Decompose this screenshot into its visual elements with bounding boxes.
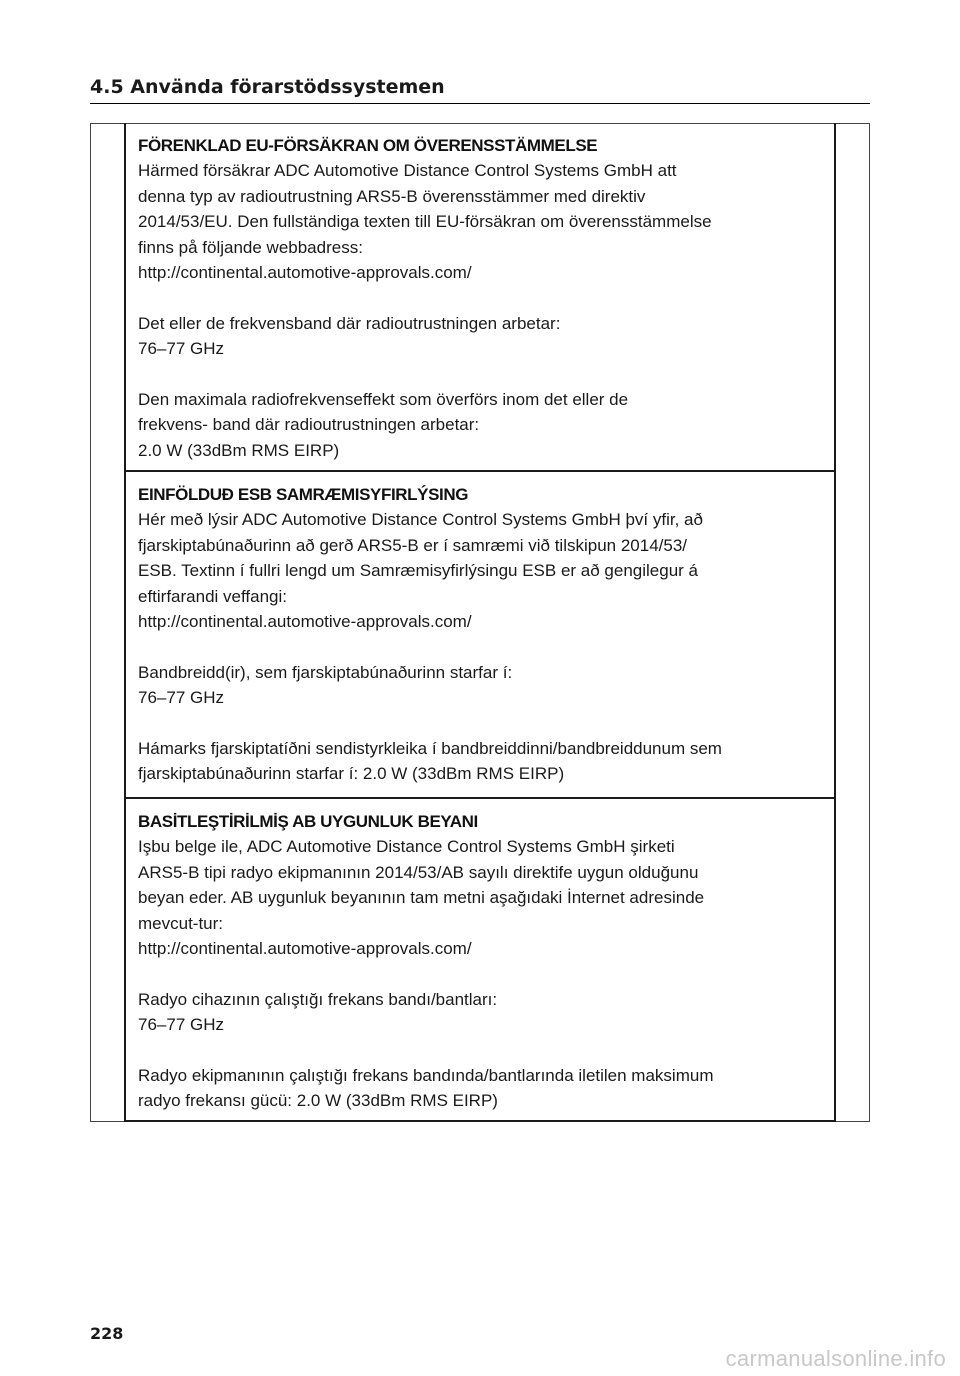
page-number: 228 (90, 1324, 124, 1343)
text-line: finns på följande webbadress: (138, 237, 363, 257)
text-line: Hér með lýsir ADC Automotive Distance Control Systems GmbH því yfir, að (138, 510, 703, 529)
text-line: Hámarks fjarskiptatíðni sendistyrkleika í bandbreiddinni/bandbreiddunum sem (138, 738, 722, 758)
url-line: http://continental.automotive-approvals.com/ (138, 612, 472, 631)
text-line: Radyo ekipmanının çalıştığı frekans bandında/bantlarında iletilen maksimum (138, 1065, 714, 1085)
text-line: Radyo cihazının çalıştığı frekans bandı/bantları: (138, 989, 498, 1009)
text-line: eftirfarandi veffangi: (138, 586, 287, 606)
text-line: 76–77 GHz (138, 1015, 224, 1034)
watermark-text: carmanualsonline.info (725, 1346, 946, 1371)
declaration-turkish (126, 799, 834, 1119)
power-paragraph (138, 736, 822, 787)
declaration-heading: BASİTLEŞTİRİLMİŞ AB UYGUNLUK BEYANI (138, 812, 478, 831)
text-line: Härmed försäkrar ADC Automotive Distance Control Systems GmbH att (138, 161, 677, 180)
declaration-box (124, 123, 836, 1122)
text-line: Işbu belge ile, ADC Automotive Distance Control Systems GmbH şirketi (138, 837, 675, 856)
text-line: Det eller de frekvensband där radioutrustningen arbetar: (138, 313, 561, 333)
text-line: 76–77 GHz (138, 688, 224, 707)
text-line: mevcut-tur: (138, 913, 224, 933)
declaration-paragraph (138, 834, 822, 962)
declaration-heading: EINFÖLDUÐ ESB SAMRÆMISYFIRLÝSING (138, 485, 469, 504)
url-line: http://continental.automotive-approvals.com/ (138, 939, 472, 958)
text-line: frekvens- band där radioutrustningen arbetar: (138, 415, 480, 434)
declaration-paragraph (138, 158, 822, 286)
text-line: fjarskiptabúnaðurinn starfar í: 2.0 W (33dBm RMS EIRP) (138, 764, 565, 783)
text-line: ESB. Textinn í fullri lengd um Samræmisyfirlýsingu ESB er að gengilegur á (138, 561, 698, 580)
frequency-paragraph (138, 660, 822, 711)
frequency-paragraph (138, 311, 822, 362)
text-line: 76–77 GHz (138, 339, 224, 358)
section-title: 4.5 Använda förarstödssystemen (90, 76, 445, 98)
url-line: http://continental.automotive-approvals.com/ (138, 263, 472, 282)
text-line: Den maximala radiofrekvenseffekt som överförs inom det eller de (138, 389, 629, 409)
declaration-heading: FÖRENKLAD EU-FÖRSÄKRAN OM ÖVERENSSTÄMMELSE (138, 136, 598, 155)
text-line: Bandbreidd(ir), sem fjarskiptabúnaðurinn starfar í: (138, 662, 513, 682)
text-line: fjarskiptabúnaðurinn að gerð ARS5-B er í samræmi við tilskipun 2014/53/ (138, 535, 688, 555)
text-line: denna typ av radioutrustning ARS5-B överensstämmer med direktiv (138, 186, 646, 206)
frequency-paragraph (138, 987, 822, 1038)
power-paragraph (138, 387, 822, 464)
power-paragraph (138, 1063, 822, 1114)
page-header (90, 72, 870, 104)
declaration-swedish (126, 123, 834, 472)
text-line: 2014/53/EU. Den fullständiga texten till EU-försäkran om överensstämmelse (138, 212, 712, 231)
declaration-paragraph (138, 507, 822, 635)
text-line: beyan eder. AB uygunluk beyanının tam metni aşağıdaki İnternet adresinde (138, 888, 705, 907)
text-line: radyo frekansı gücü: 2.0 W (33dBm RMS EIRP) (138, 1091, 498, 1110)
text-line: 2.0 W (33dBm RMS EIRP) (138, 440, 340, 460)
declaration-icelandic (126, 472, 834, 799)
text-line: ARS5-B tipi radyo ekipmanının 2014/53/AB sayılı direktife uygun olduğunu (138, 862, 699, 882)
